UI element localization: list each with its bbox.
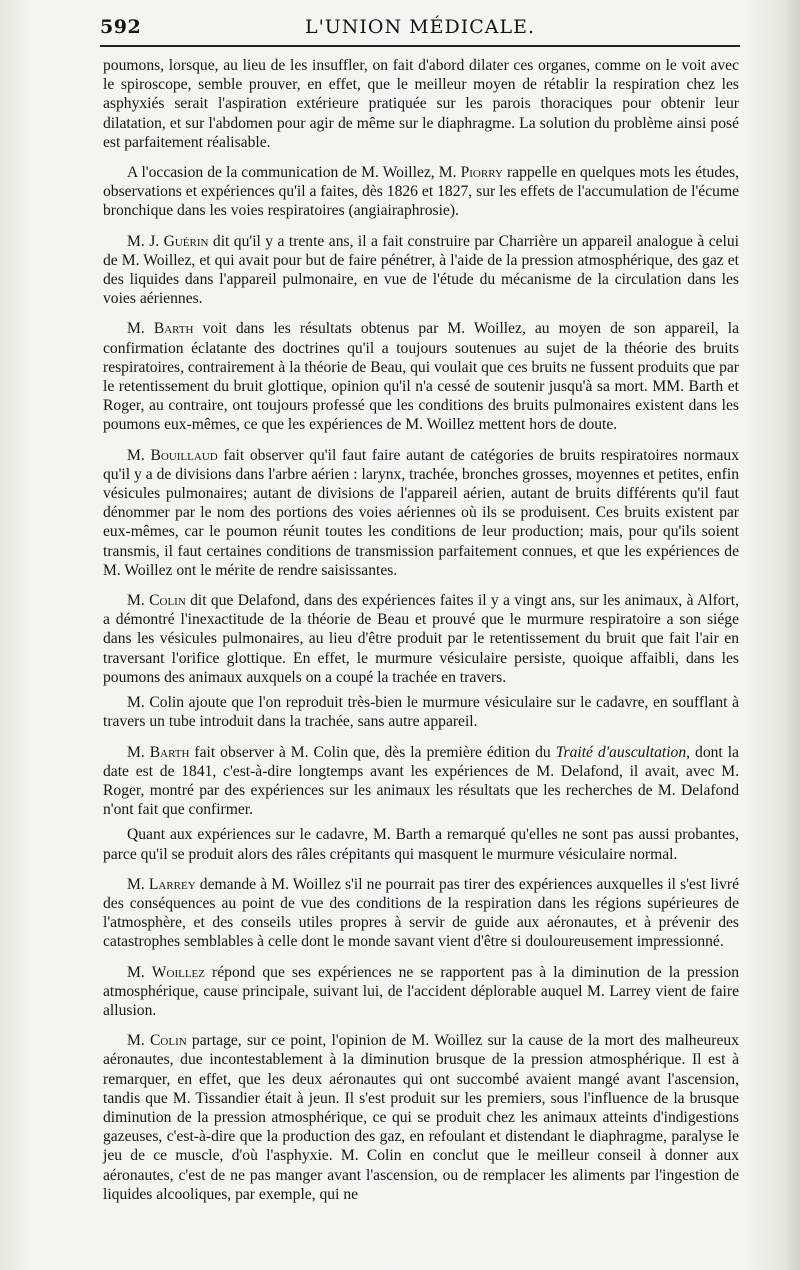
paragraph [103, 743, 739, 820]
paragraph [103, 232, 739, 309]
speaker-name: Piorry [460, 164, 503, 182]
speaker-name: Colin [150, 1032, 187, 1050]
speaker-name: Larrey [148, 875, 196, 893]
paragraph-text: dit que Delafond, dans des expériences faites il y a vingt ans, sur les animaux, à Alfort, a démontré l'inexactitude de la théorie de Beau et prouvé que le murmure respiratoire a son siége dans les vésicules pulmonaires, au lieu d'être produit par le retentissement du bruit que fait l'air en traversant l'orifice glottique. En effet, le murmure vésiculaire persiste, quoique affaibli, dans les poumons des animaux auxquels on a coupé la trachée en travers. [103, 592, 739, 686]
paragraph-text: M. [127, 320, 154, 338]
speaker-name: Barth [149, 743, 190, 761]
italic-title: Traité d'auscultation [555, 743, 687, 761]
paragraph-text: M. [127, 446, 151, 464]
paragraph [103, 163, 739, 221]
speaker-name: Woillez [151, 963, 205, 981]
paragraph [103, 319, 739, 434]
paragraph [103, 693, 739, 731]
paragraph [103, 56, 739, 152]
paragraph-text: M. J. [127, 232, 164, 250]
paragraph [103, 446, 739, 580]
paragraph-text: dit qu'il y a trente ans, il a fait construire par Charrière un appareil analogue à celui de M. Woillez, et qui avait pour but de faire pénétrer, à l'aide de la pression atmosphérique, des gaz et des liquides dans l'appareil pulmonaire, en vue de l'étude du mécanisme de la circulation dans les voies aériennes. [103, 232, 739, 308]
paragraph-text: M. [127, 743, 150, 761]
article-body [103, 56, 739, 1215]
page-number: 592 [100, 16, 142, 38]
paragraph-text: Quant aux expériences sur le cadavre, M. Barth a remarqué qu'elles ne sont pas aussi probantes, parce qu'il se produit alors des râles crépitants qui masquent le murmure vésiculaire normal. [103, 826, 739, 863]
speaker-name: Bouillaud [150, 446, 218, 464]
paragraph-text: partage, sur ce point, l'opinion de M. Woillez sur la cause de la mort des malheureux aéronautes, due incontestablement à la diminution brusque de la pression atmosphérique. Il est à remarquer, en effet, que les deux aéronautes qui ont succombé avaient mangé avant l'ascension, tandis que M. Tissandier était à jeun. Il s'est produit sur les premiers, sous l'influence de la brusque diminution de la pression atmosphérique, ce qui se produit chez les animaux atteints d'indigestions gazeuses, c'est-à-dire que la production des gaz, en refoulant et distendant le diaphragme, paralyse le jeu de ce muscle, d'où l'asphyxie. M. Colin en conclut que le meilleur conseil à donner aux aéronautes, c'est de ne pas manger avant l'ascension, ou de remplacer les aliments par l'ingestion de liquides alcooliques, par exemple, qui ne [103, 1032, 739, 1203]
paragraph-text: M. [127, 592, 150, 610]
paragraph [103, 1031, 739, 1204]
paragraph-text: voit dans les résultats obtenus par M. Woillez, au moyen de son appareil, la confirmation éclatante des doctrines qu'il a toujours soutenues au sujet de la théorie des bruits respiratoires, contrairement à la théorie de Beau, qui voulait que ces bruits ne fussent produits que par le retentissement du bruit glottique, opinion qu'il n'a cessé de soutenir jusqu'à sa mort. MM. Barth et Roger, au contraire, ont toujours professé que les conditions des bruits pulmonaires existent dans les poumons eux-mêmes, ce que les expériences de M. Woillez mettent hors de doute. [103, 320, 739, 434]
speaker-name: Guérin [163, 232, 209, 250]
paragraph [103, 591, 739, 687]
paragraph-text: demande à M. Woillez s'il ne pourrait pas tirer des expériences auxquelles il s'est livré des conséquences au point de vue des conditions de la respiration dans les régions supérieures de l'atmosphère, et des conseils utiles propres à servir de guide aux aéronautes, et à prévenir des catastrophes semblables à celle dont le monde savant vient d'être si douloureusement impressionné. [103, 875, 739, 951]
paragraph-text: A l'occasion de la communication de M. Woillez, M. [127, 164, 461, 182]
paragraph-text: M. [127, 875, 149, 893]
paragraph-text: répond que ses expériences ne se rapportent pas à la diminution de la pression atmosphérique, cause principale, suivant lui, de l'accident déplorable auquel M. Larrey vient de faire allusion. [103, 963, 739, 1019]
paragraph-text: poumons, lorsque, au lieu de les insuffler, on fait d'abord dilater ces organes, comme on le voit avec le spiroscope, semble prouver, en effet, que le meilleur moyen de rétablir la respiration chez les asphyxiés serait l'aspiration extérieure pratiquée sur les parois thoraciques pour obtenir leur dilatation, et sur l'abdomen pour agir de même sur le diaphragme. La solution du problème ainsi posé est parfaitement réalisable. [103, 57, 739, 151]
paragraph-text: M. [127, 1032, 151, 1050]
running-title: L'UNION MÉDICALE. [304, 16, 536, 38]
paragraph [103, 875, 739, 952]
page-header [100, 16, 740, 42]
paragraph-text: fait observer à M. Colin que, dès la première édition du [189, 743, 556, 761]
paragraph-text: fait observer qu'il faut faire autant de catégories de bruits respiratoires normaux qu'il y a de divisions dans l'arbre aérien : larynx, trachée, bronches grosses, moyennes et petites, enfin vésicules pulmonaires; autant de divisions de l'appareil aérien, autant de bruits différents qu'il faut dénommer par le nom des portions des voies aériennes où ils se produisent. Ces bruits existent par eux-mêmes, car le poumon réunit toutes les conditions de leur production; mais, pour qu'ils soient transmis, il faut certaines conditions de transmission parfaitement connues, et que les expériences de M. Woillez ont le mérite de rendre saisissantes. [103, 446, 739, 579]
paragraph-text: , dont la date est de 1841, c'est-à-dire longtemps avant les expériences de M. Delafond, il avait, avec M. Roger, montré par des expériences sur les animaux les résultats que les recherches de M. Delafond n'ont fait que confirmer. [103, 743, 739, 819]
speaker-name: Colin [149, 592, 186, 610]
paragraph-text: M. [127, 963, 152, 981]
page-gutter-shadow [782, 0, 800, 1270]
paragraph-text: rappelle en quelques mots les études, observations et expériences qu'il a faites, dès 1826 et 1827, sur les effets de l'accumulation de l'écume bronchique dans les voies respiratoires (angiairaphrosie). [103, 164, 739, 220]
paragraph [103, 825, 739, 863]
header-rule [100, 45, 740, 47]
paragraph [103, 963, 739, 1021]
speaker-name: Barth [153, 320, 194, 338]
paragraph-text: M. Colin ajoute que l'on reproduit très-bien le murmure vésiculaire sur le cadavre, en soufflant à travers un tube introduit dans la trachée, sans autre appareil. [103, 694, 739, 731]
